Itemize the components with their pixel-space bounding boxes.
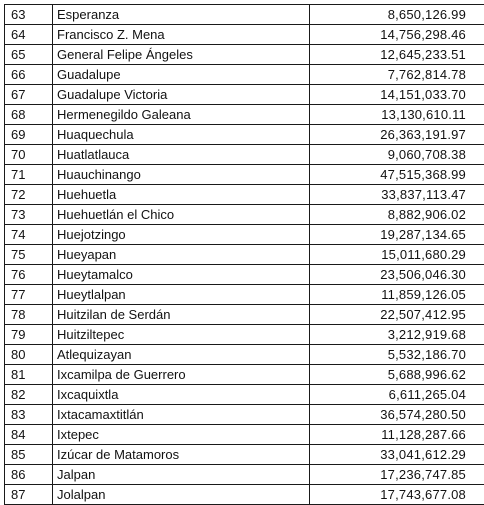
amount-cell: 23,506,046.30	[310, 265, 484, 285]
row-number-cell: 68	[5, 105, 53, 125]
municipality-name-cell: Izúcar de Matamoros	[53, 445, 310, 465]
amount-cell: 11,859,126.05	[310, 285, 484, 305]
amount-cell: 12,645,233.51	[310, 45, 484, 65]
amount-cell: 26,363,191.97	[310, 125, 484, 145]
amount-cell: 7,762,814.78	[310, 65, 484, 85]
row-number-cell: 79	[5, 325, 53, 345]
municipality-name-cell: Huitzilan de Serdán	[53, 305, 310, 325]
amount-cell: 17,743,677.08	[310, 485, 484, 505]
municipality-name-cell: Ixcamilpa de Guerrero	[53, 365, 310, 385]
row-number-cell: 72	[5, 185, 53, 205]
row-number-cell: 71	[5, 165, 53, 185]
amount-cell: 14,151,033.70	[310, 85, 484, 105]
municipality-name-cell: Ixcaquixtla	[53, 385, 310, 405]
municipality-name-cell: Huehuetlán el Chico	[53, 205, 310, 225]
amount-cell: 47,515,368.99	[310, 165, 484, 185]
amount-cell: 22,507,412.95	[310, 305, 484, 325]
table-row	[5, 5, 484, 25]
row-number-cell: 82	[5, 385, 53, 405]
row-number-cell: 84	[5, 425, 53, 445]
amount-cell: 8,882,906.02	[310, 205, 484, 225]
table-row	[5, 185, 484, 205]
table-row	[5, 65, 484, 85]
municipality-name-cell: Huehuetla	[53, 185, 310, 205]
row-number-cell: 78	[5, 305, 53, 325]
table-row	[5, 465, 484, 485]
amount-cell: 5,688,996.62	[310, 365, 484, 385]
row-number-cell: 67	[5, 85, 53, 105]
row-number-cell: 73	[5, 205, 53, 225]
municipality-name-cell: Hueytamalco	[53, 265, 310, 285]
row-number-cell: 70	[5, 145, 53, 165]
amount-cell: 8,650,126.99	[310, 5, 484, 25]
municipality-amounts-sheet	[4, 4, 477, 505]
municipality-name-cell: General Felipe Ángeles	[53, 45, 310, 65]
municipality-name-cell: Francisco Z. Mena	[53, 25, 310, 45]
table-row	[5, 165, 484, 185]
municipality-name-cell: Hueyapan	[53, 245, 310, 265]
row-number-cell: 86	[5, 465, 53, 485]
table-row	[5, 365, 484, 385]
table-row	[5, 445, 484, 465]
row-number-cell: 65	[5, 45, 53, 65]
table-row	[5, 425, 484, 445]
table-row	[5, 485, 484, 505]
municipality-name-cell: Huauchinango	[53, 165, 310, 185]
table-row	[5, 325, 484, 345]
row-number-cell: 77	[5, 285, 53, 305]
table-row	[5, 145, 484, 165]
row-number-cell: 69	[5, 125, 53, 145]
municipality-name-cell: Ixtacamaxtitlán	[53, 405, 310, 425]
table-row	[5, 45, 484, 65]
amount-cell: 14,756,298.46	[310, 25, 484, 45]
table-row	[5, 245, 484, 265]
table-row	[5, 345, 484, 365]
table-row	[5, 225, 484, 245]
row-number-cell: 83	[5, 405, 53, 425]
municipality-name-cell: Huitziltepec	[53, 325, 310, 345]
table-body	[5, 5, 484, 505]
table-row	[5, 265, 484, 285]
municipality-name-cell: Esperanza	[53, 5, 310, 25]
municipality-name-cell: Huejotzingo	[53, 225, 310, 245]
municipality-name-cell: Ixtepec	[53, 425, 310, 445]
row-number-cell: 63	[5, 5, 53, 25]
row-number-cell: 66	[5, 65, 53, 85]
table-row	[5, 85, 484, 105]
amount-cell: 17,236,747.85	[310, 465, 484, 485]
table-row	[5, 105, 484, 125]
row-number-cell: 76	[5, 265, 53, 285]
municipality-name-cell: Hermenegildo Galeana	[53, 105, 310, 125]
row-number-cell: 64	[5, 25, 53, 45]
municipality-name-cell: Huaquechula	[53, 125, 310, 145]
municipality-name-cell: Guadalupe Victoria	[53, 85, 310, 105]
amount-cell: 15,011,680.29	[310, 245, 484, 265]
municipality-name-cell: Huatlatlauca	[53, 145, 310, 165]
municipality-amounts-table	[4, 4, 484, 505]
amount-cell: 19,287,134.65	[310, 225, 484, 245]
amount-cell: 33,837,113.47	[310, 185, 484, 205]
row-number-cell: 81	[5, 365, 53, 385]
table-row	[5, 285, 484, 305]
row-number-cell: 75	[5, 245, 53, 265]
table-row	[5, 385, 484, 405]
row-number-cell: 87	[5, 485, 53, 505]
amount-cell: 6,611,265.04	[310, 385, 484, 405]
table-row	[5, 25, 484, 45]
amount-cell: 11,128,287.66	[310, 425, 484, 445]
amount-cell: 13,130,610.11	[310, 105, 484, 125]
table-row	[5, 405, 484, 425]
municipality-name-cell: Atlequizayan	[53, 345, 310, 365]
row-number-cell: 74	[5, 225, 53, 245]
amount-cell: 9,060,708.38	[310, 145, 484, 165]
row-number-cell: 85	[5, 445, 53, 465]
amount-cell: 3,212,919.68	[310, 325, 484, 345]
table-row	[5, 305, 484, 325]
table-row	[5, 125, 484, 145]
row-number-cell: 80	[5, 345, 53, 365]
amount-cell: 36,574,280.50	[310, 405, 484, 425]
table-row	[5, 205, 484, 225]
amount-cell: 5,532,186.70	[310, 345, 484, 365]
municipality-name-cell: Guadalupe	[53, 65, 310, 85]
municipality-name-cell: Hueytlalpan	[53, 285, 310, 305]
municipality-name-cell: Jolalpan	[53, 485, 310, 505]
amount-cell: 33,041,612.29	[310, 445, 484, 465]
municipality-name-cell: Jalpan	[53, 465, 310, 485]
